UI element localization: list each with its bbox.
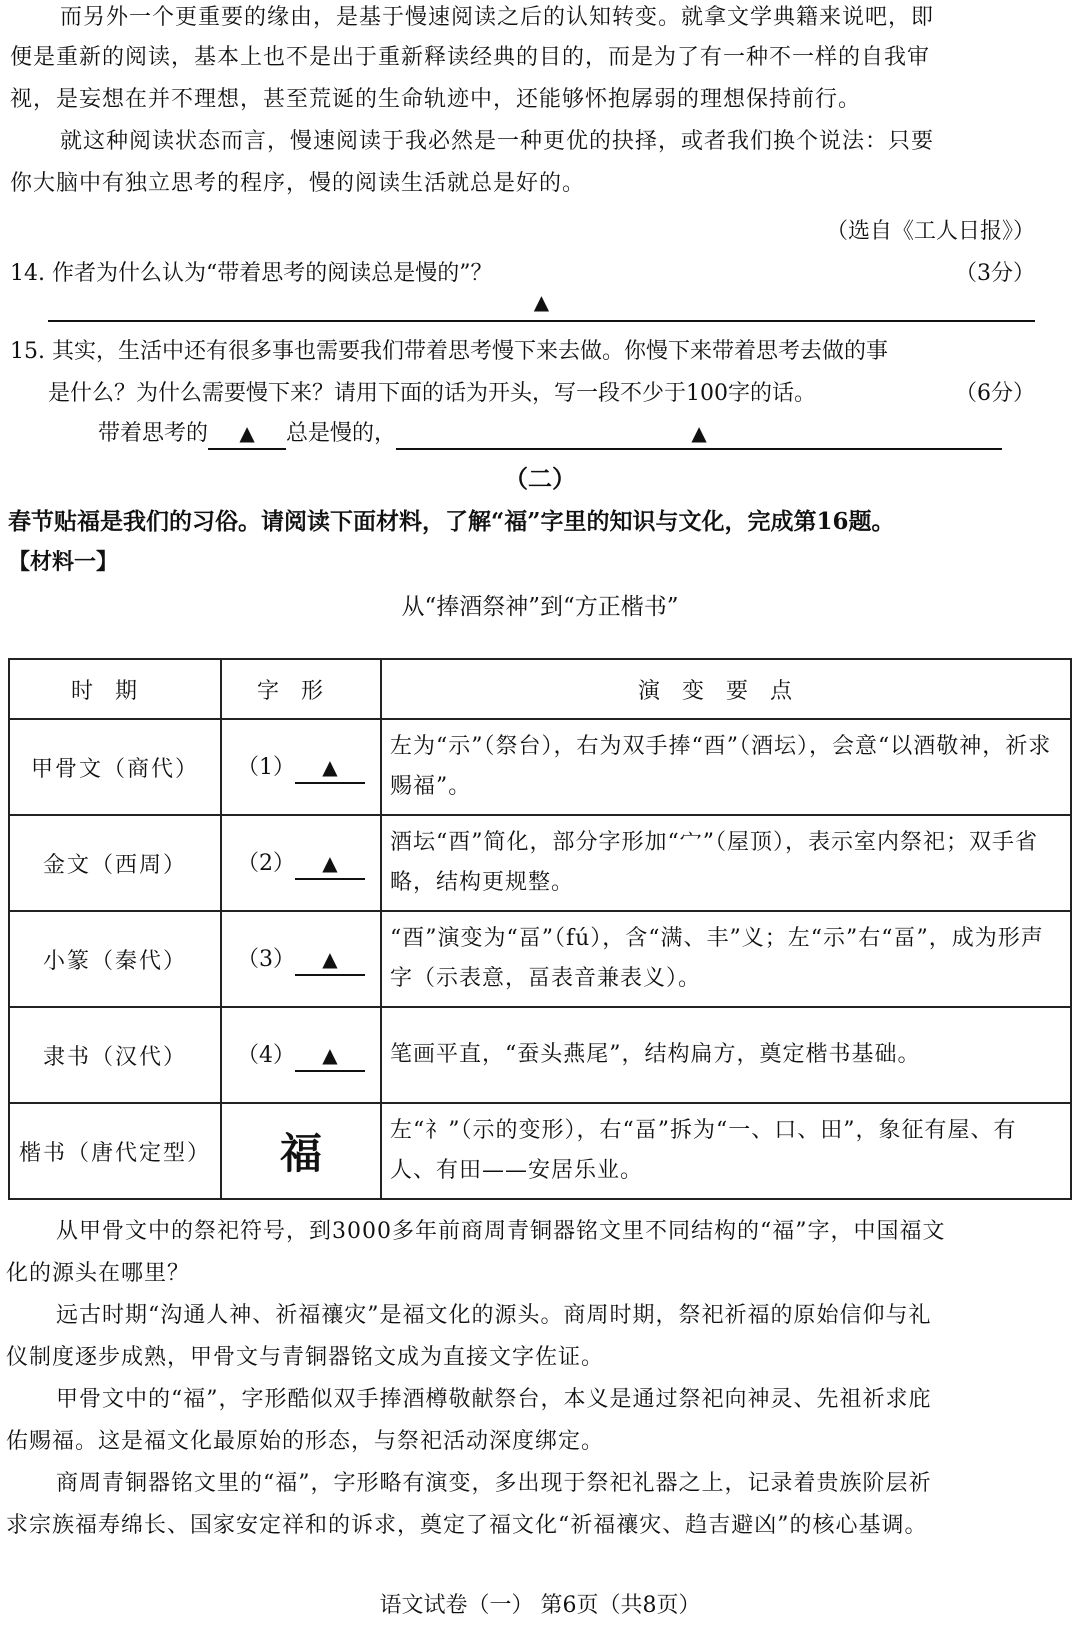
answer-triangle-icon: ▲ <box>322 851 338 875</box>
period-cell: 金文（西周） <box>9 815 221 911</box>
q14-text: 14. 作者为什么认为“带着思考的阅读总是慢的”？ <box>10 261 493 286</box>
q15-prompt <box>98 418 1002 450</box>
q14-points: （3分） <box>955 261 1035 286</box>
glyph-cell[interactable] <box>221 911 381 1007</box>
glyph-number: （2） <box>237 851 295 876</box>
q15-blank-1[interactable] <box>208 418 286 450</box>
glyph-cell[interactable] <box>221 719 381 815</box>
glyph-cell[interactable] <box>221 1007 381 1103</box>
paragraph-line: 就这种阅读状态而言，慢速阅读于我必然是一种更优的抉择，或者我们换个说法：只要 <box>60 129 935 154</box>
paragraph-line: 求宗族福寿绵长、国家安定祥和的诉求，奠定了福文化“祈福禳灾、趋吉避凶”的核心基调。 <box>6 1513 928 1538</box>
period-cell: 隶书（汉代） <box>9 1007 221 1103</box>
answer-triangle-icon: ▲ <box>322 1043 338 1067</box>
paragraph-line: 商周青铜器铭文里的“福”，字形略有演变，多出现于祭祀礼器之上，记录着贵族阶层祈 <box>56 1471 932 1496</box>
glyph-cell[interactable] <box>221 815 381 911</box>
table-row <box>9 1103 1071 1199</box>
table-row <box>9 1007 1071 1103</box>
header-desc: 演变要点 <box>381 659 1071 719</box>
table-row <box>9 719 1071 815</box>
answer-triangle-icon: ▲ <box>691 421 707 445</box>
desc-cell: 笔画平直，“蚕头燕尾”，结构扁方，奠定楷书基础。 <box>381 1007 1071 1103</box>
desc-cell: 左“礻”（示的变形），右“畐”拆为“一、口、田”，象征有屋、有人、有田——安居乐业。 <box>381 1103 1071 1199</box>
q14-answer-line[interactable] <box>48 290 1035 322</box>
glyph-blank[interactable] <box>295 752 365 784</box>
q15-line1: 15. 其实，生活中还有很多事也需要我们带着思考慢下来去做。你慢下来带着思考去做的事 <box>10 339 888 364</box>
glyph-blank[interactable] <box>295 848 365 880</box>
material-label: 【材料一】 <box>8 549 119 575</box>
glyph-blank[interactable] <box>295 1040 365 1072</box>
glyph-number: （1） <box>237 755 295 780</box>
header-period: 时期 <box>9 659 221 719</box>
q15-points: （6分） <box>955 381 1035 406</box>
table-header-row <box>9 659 1071 719</box>
period-cell: 小篆（秦代） <box>9 911 221 1007</box>
table-row <box>9 815 1071 911</box>
paragraph-line: 佑赐福。这是福文化最原始的形态，与祭祀活动深度绑定。 <box>6 1429 605 1454</box>
section-intro: 春节贴福是我们的习俗。请阅读下面材料，了解“福”字里的知识与文化，完成第16题。 <box>8 508 895 535</box>
section-heading: （二） <box>504 464 576 493</box>
paragraph-line: 远古时期“沟通人神、祈福禳灾”是福文化的源头。商周时期，祭祀祈福的原始信仰与礼 <box>56 1303 932 1328</box>
glyph-blank[interactable] <box>295 944 365 976</box>
answer-triangle-icon: ▲ <box>322 755 338 779</box>
q15-prompt-mid: 总是慢的， <box>286 421 397 446</box>
period-cell: 甲骨文（商代） <box>9 719 221 815</box>
paragraph-line: 你大脑中有独立思考的程序，慢的阅读生活就总是好的。 <box>10 171 586 196</box>
answer-triangle-icon: ▲ <box>533 290 550 314</box>
evolution-table <box>8 658 1072 1200</box>
desc-cell: 酒坛“酉”简化，部分字形加“宀”（屋顶），表示室内祭祀；双手省略，结构更规整。 <box>381 815 1071 911</box>
paragraph-line: 化的源头在哪里？ <box>6 1261 191 1286</box>
header-glyph: 字形 <box>221 659 381 719</box>
paragraph-line: 从甲骨文中的祭祀符号，到3000多年前商周青铜器铭文里不同结构的“福”字，中国福文 <box>56 1219 946 1244</box>
fu-character: 福 <box>279 1129 322 1178</box>
paragraph-line: 便是重新的阅读，基本上也不是出于重新释读经典的目的，而是为了有一种不一样的自我审 <box>10 45 931 70</box>
paragraph-line: 而另外一个更重要的缘由，是基于慢速阅读之后的认知转变。就拿文学典籍来说吧，即 <box>60 5 935 30</box>
glyph-number: （3） <box>237 947 295 972</box>
answer-triangle-icon: ▲ <box>322 947 338 971</box>
q15-prompt-start: 带着思考的 <box>98 421 209 446</box>
answer-triangle-icon: ▲ <box>239 421 255 445</box>
paragraph-line: 仪制度逐步成熟，甲骨文与青铜器铭文成为直接文字佐证。 <box>6 1345 605 1370</box>
q15-line2: 是什么？为什么需要慢下来？请用下面的话为开头，写一段不少于100字的话。 <box>48 381 816 406</box>
period-cell: 楷书（唐代定型） <box>9 1103 221 1199</box>
source-citation: （选自《工人日报》） <box>825 219 1035 244</box>
glyph-cell <box>221 1103 381 1199</box>
page-footer: 语文试卷（一） 第6页（共8页） <box>379 1593 701 1618</box>
glyph-number: （4） <box>237 1043 295 1068</box>
table-title: 从“捧酒祭神”到“方正楷书” <box>401 594 679 620</box>
paragraph-line: 视，是妄想在并不理想，甚至荒诞的生命轨迹中，还能够怀抱孱弱的理想保持前行。 <box>10 87 862 112</box>
paragraph-line: 甲骨文中的“福”，字形酷似双手捧酒樽敬献祭台，本义是通过祭祀向神灵、先祖祈求庇 <box>56 1387 932 1412</box>
desc-cell: 左为“示”（祭台），右为双手捧“酉”（酒坛），会意“以酒敬神，祈求赐福”。 <box>381 719 1071 815</box>
table-row <box>9 911 1071 1007</box>
q15-blank-2[interactable] <box>396 418 1002 450</box>
desc-cell: “酉”演变为“畐”（fú），含“满、丰”义；左“示”右“畐”，成为形声字（示表意，畐表音兼表义）。 <box>381 911 1071 1007</box>
